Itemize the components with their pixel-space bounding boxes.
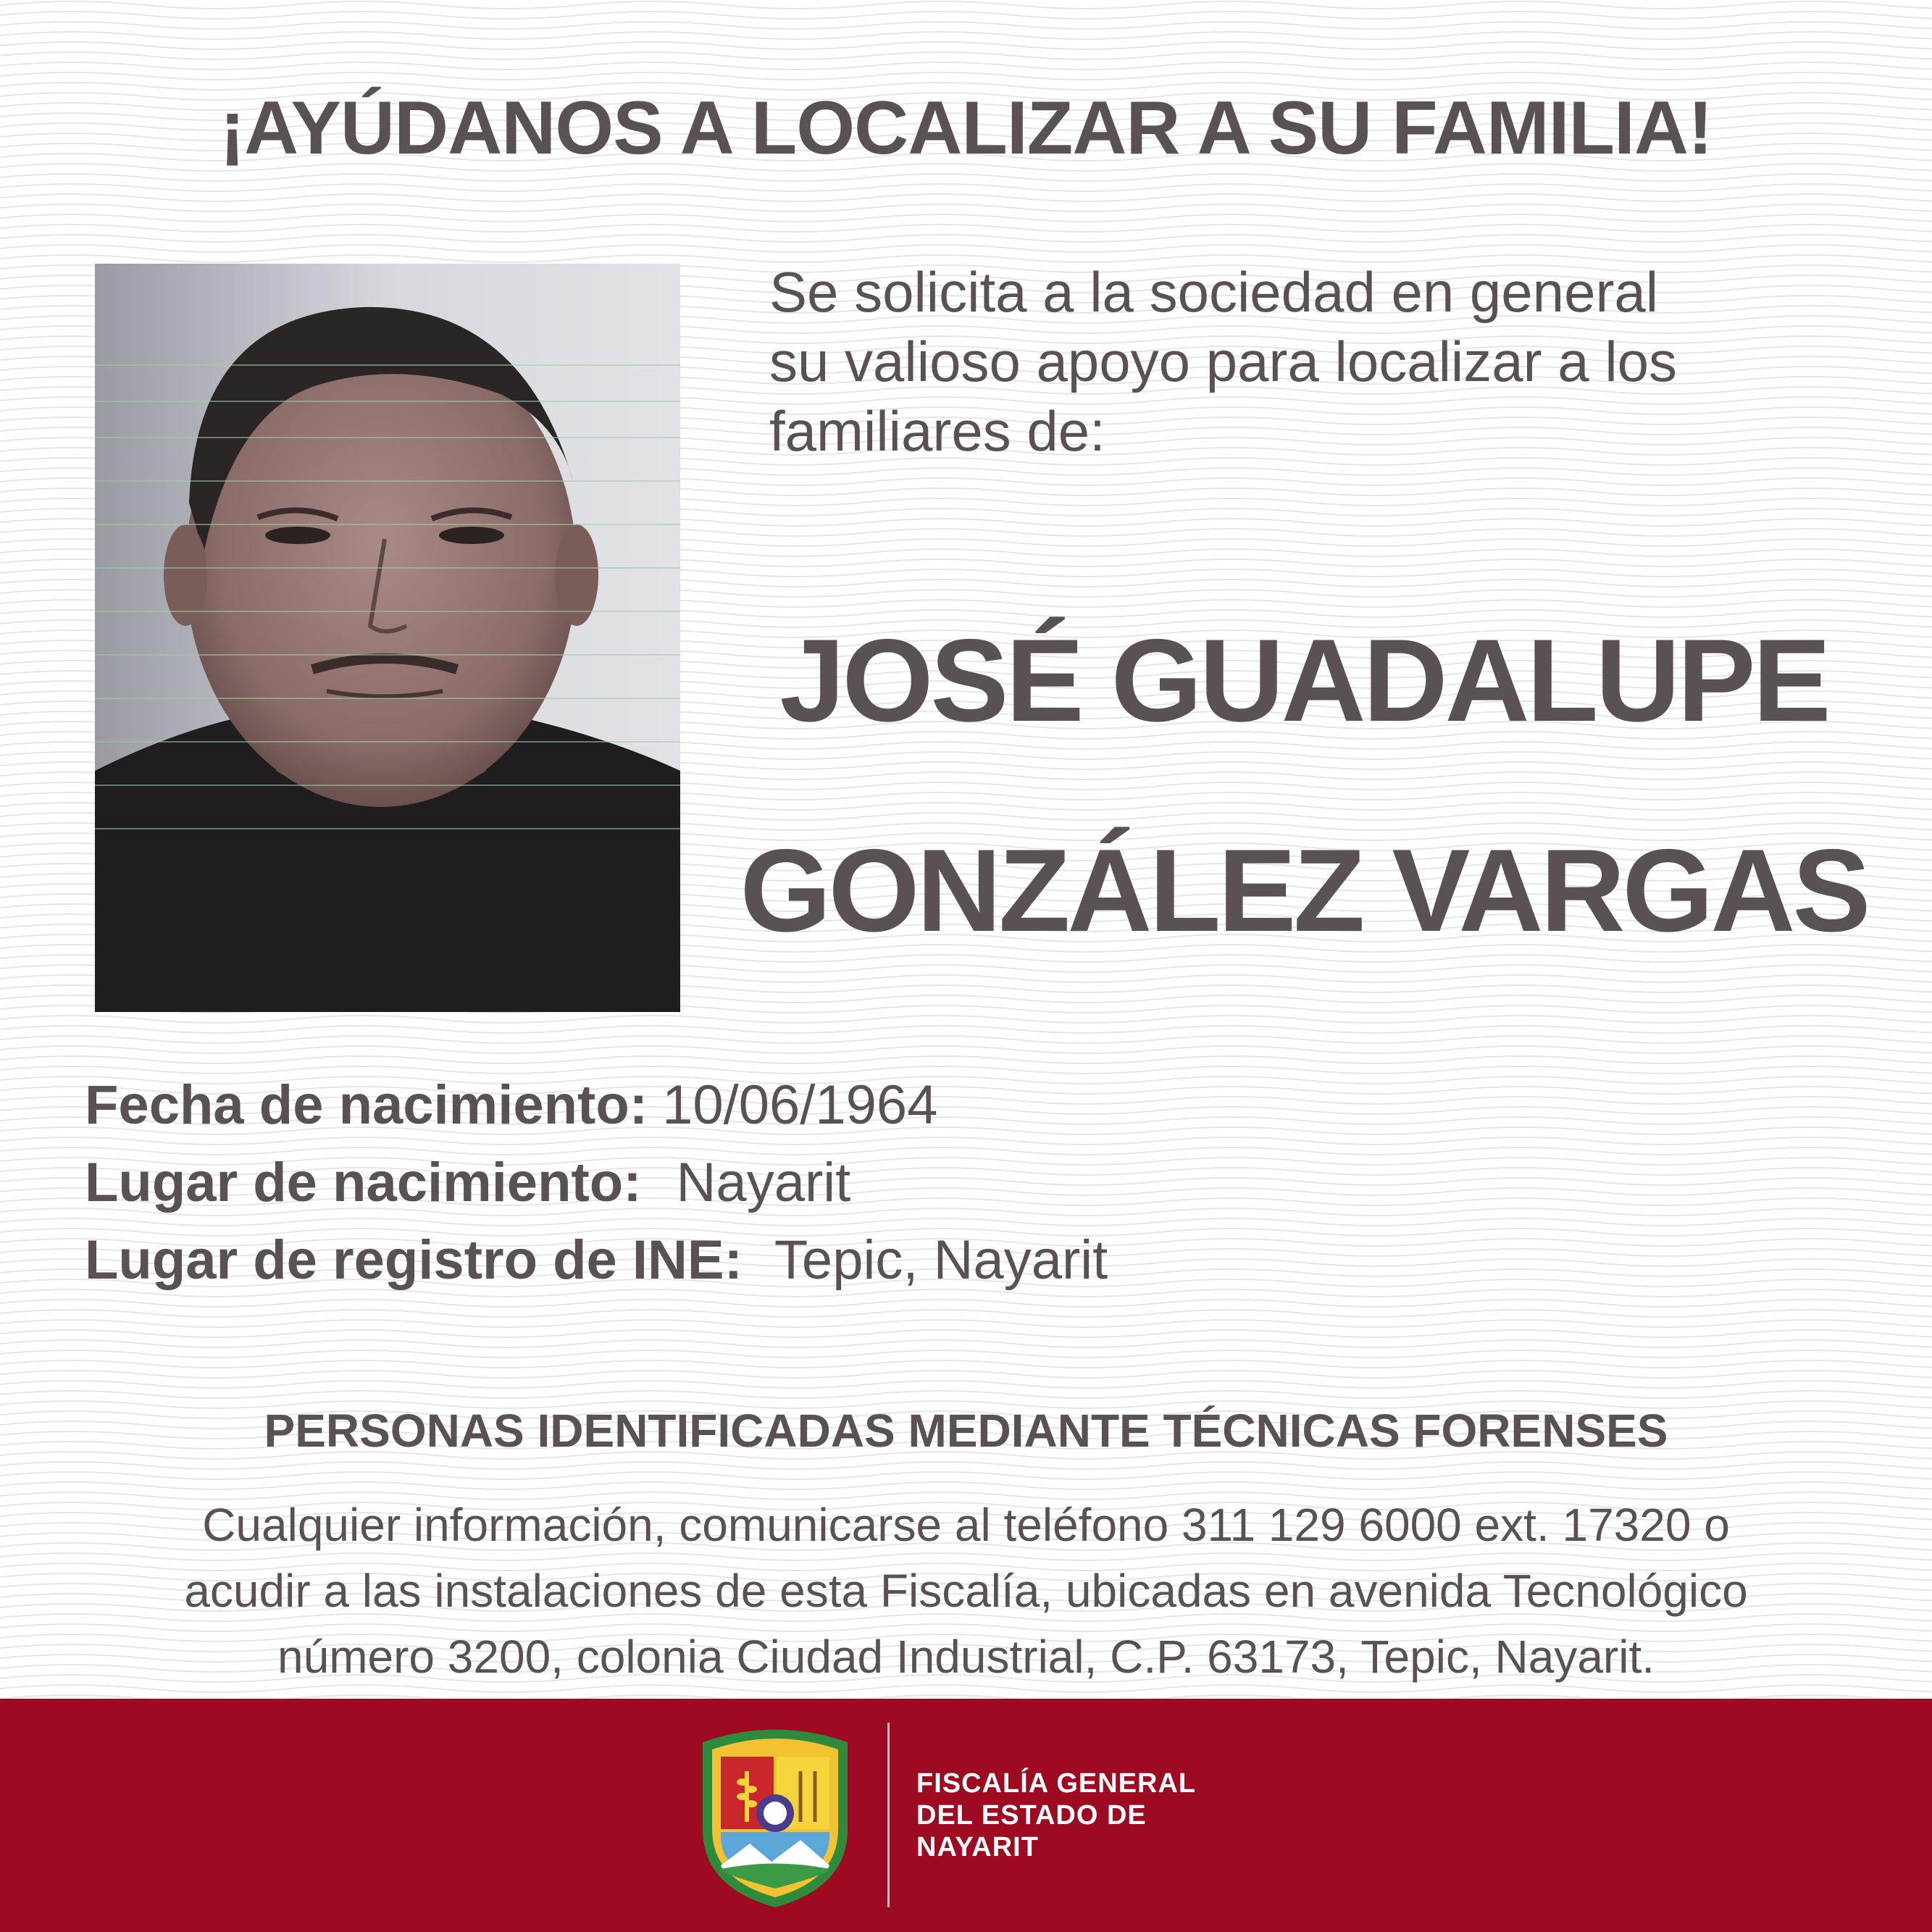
detail-label: Lugar de nacimiento: (85, 1152, 642, 1213)
org-line: DEL ESTADO DE (916, 1800, 1147, 1831)
organization-name (916, 1768, 1196, 1863)
person-photo (95, 264, 680, 1012)
detail-value: Tepic, Nayarit (774, 1229, 1108, 1291)
person-name-line-2: GONZÁLEZ VARGAS (740, 825, 1868, 956)
person-name (695, 576, 1912, 996)
contact-info (0, 1492, 1932, 1690)
nayarit-coat-of-arms-icon (692, 1720, 858, 1910)
forensic-heading: PERSONAS IDENTIFICADAS MEDIANTE TÉCNICAS FORENSES (264, 1405, 1668, 1457)
person-name-line-1: JOSÉ GUADALUPE (779, 615, 1828, 746)
detail-value: 10/06/1964 (662, 1074, 938, 1136)
person-details (85, 1066, 1389, 1299)
detail-row-birth-date (85, 1066, 1389, 1144)
org-line: FISCALÍA GENERAL (916, 1768, 1197, 1799)
contact-line: Cualquier información, comunicarse al teléfono 311 129 6000 ext. 17320 o (202, 1499, 1730, 1551)
footer-divider (887, 1723, 890, 1907)
contact-line: acudir a las instalaciones de esta Fiscalía, ubicadas en avenida Tecnológico (184, 1565, 1748, 1617)
detail-row-birth-place (85, 1144, 1389, 1221)
detail-label: Fecha de nacimiento: (85, 1074, 648, 1136)
detail-row-ine-place (85, 1221, 1389, 1299)
detail-label: Lugar de registro de INE: (85, 1229, 743, 1291)
intro-line: familiares de: (769, 399, 1105, 463)
intro-line: su valioso apoyo para localizar a los (769, 330, 1678, 393)
intro-text (769, 257, 1899, 466)
contact-line: número 3200, colonia Ciudad Industrial, C.P. 63173, Tepic, Nayarit. (277, 1631, 1655, 1683)
page-headline: ¡AYÚDANOS A LOCALIZAR A SU FAMILIA! (219, 86, 1713, 170)
intro-line: Se solicita a la sociedad en general (769, 260, 1659, 324)
org-line: NAYARIT (916, 1832, 1039, 1862)
detail-value: Nayarit (676, 1152, 851, 1213)
